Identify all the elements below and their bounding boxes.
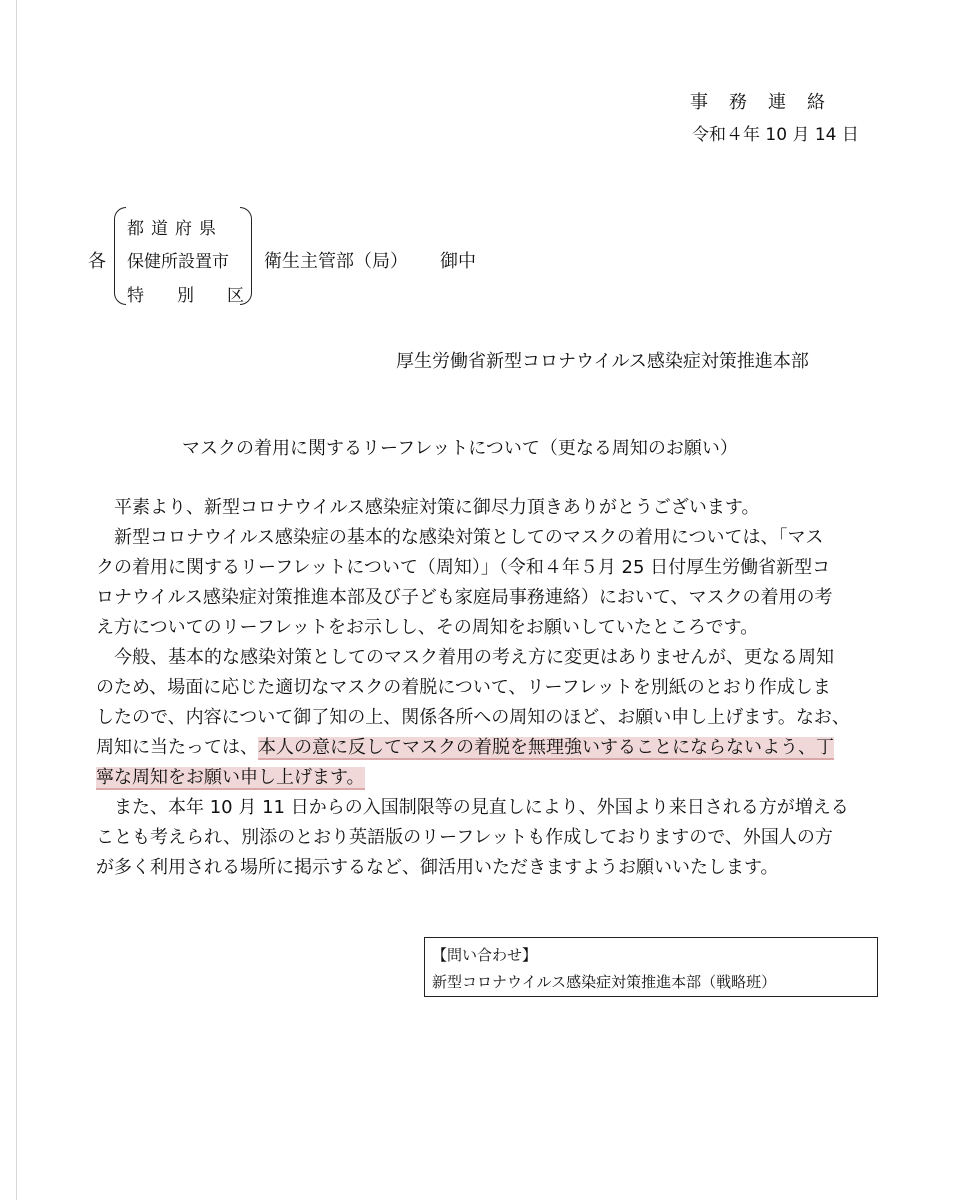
addressee-health-cities: 保健所設置市: [127, 252, 229, 272]
body-text: 周知に当たっては、: [96, 737, 258, 758]
body-line: のため、場面に応じた適切なマスクの着脱について、リーフレットを別紙のとおり作成しま: [96, 677, 831, 698]
body-line: クの着用に関するリーフレットについて（周知）」（令和４年５月 25 日付厚生労働省新型コ: [96, 557, 831, 578]
sender-name: 厚生労働省新型コロナウイルス感染症対策推進本部: [396, 351, 809, 372]
contact-title: 【問い合わせ】: [432, 946, 538, 964]
body-line: え方についてのリーフレットをお示しし、その周知をお願いしていたところです。: [96, 617, 759, 638]
addressee-prefectures: 都道府県: [127, 219, 223, 239]
addressee-each: 各: [88, 251, 106, 272]
document-type-label: 事務連絡: [690, 92, 846, 113]
body-line: ロナウイルス感染症対策推進本部及び子ども家庭局事務連絡）において、マスクの着用の考: [96, 587, 833, 608]
body-line: 新型コロナウイルス感染症の基本的な感染対策としてのマスクの着用については、「マス: [96, 527, 824, 548]
body-line: ことも考えられ、別添のとおり英語版のリーフレットも作成しておりますので、外国人の方: [96, 827, 833, 848]
addressee-honorific: 御中: [440, 251, 476, 272]
body-line: 平素より、新型コロナウイルス感染症対策に御尽力頂きありがとうございます。: [96, 497, 760, 518]
body-line: 今般、基本的な感染対策としてのマスク着用の考え方に変更はありませんが、更なる周知: [96, 647, 834, 668]
highlighted-text: 寧な周知をお願い申し上げます。: [96, 767, 365, 788]
contact-department: 新型コロナウイルス感染症対策推進本部（戦略班）: [432, 973, 777, 991]
body-line: したので、内容について御了知の上、関係各所への周知のほど、お願い申し上げます。なお、: [96, 707, 850, 728]
addressee-special-wards: 特別区: [127, 286, 277, 306]
document-date: 令和４年 10 月 14 日: [692, 125, 859, 145]
body-line: また、本年 10 月 11 日からの入国制限等の見直しにより、外国より来日される方が増える: [96, 797, 849, 818]
page-edge-line: [16, 0, 17, 1200]
left-bracket: [114, 207, 126, 305]
body-line-highlighted-end: [96, 765, 365, 791]
body-line: が多く利用される場所に掲示するなど、御活用いただきますようお願いいたします。: [96, 857, 779, 878]
addressee-department: 衛生主管部（局）: [264, 251, 408, 272]
body-line-highlighted-start: [96, 735, 834, 761]
document-subject: マスクの着用に関するリーフレットについて（更なる周知のお願い）: [182, 438, 738, 459]
highlighted-text: 本人の意に反してマスクの着脱を無理強いすることにならないよう、丁: [258, 737, 834, 758]
